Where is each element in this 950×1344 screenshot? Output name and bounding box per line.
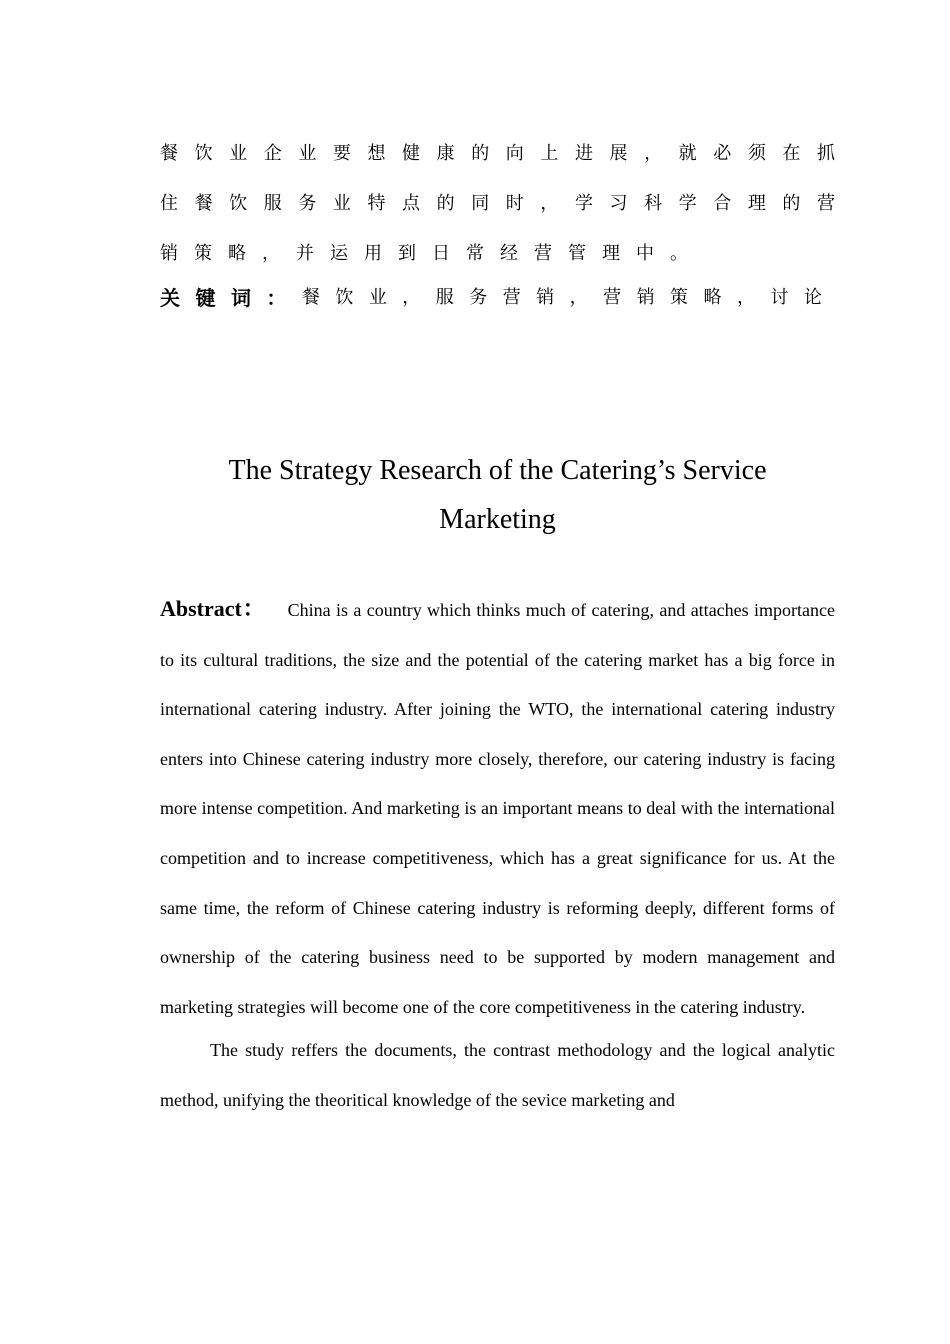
- cn-char: 学: [574, 193, 593, 214]
- cn-char: 餐: [194, 193, 213, 214]
- cn-char: 营: [816, 193, 835, 214]
- cn-char: 合: [713, 193, 732, 214]
- cn-char: 就: [678, 143, 697, 164]
- cn-char: 销: [160, 243, 178, 264]
- keyword-char: 营: [603, 287, 622, 308]
- keyword-char: 讨: [770, 287, 789, 308]
- cn-char: 同: [471, 193, 490, 214]
- keyword-char: 餐: [301, 287, 320, 308]
- keyword-char: 服: [435, 287, 454, 308]
- cn-char: 到: [398, 243, 416, 264]
- cn-char: 业: [332, 193, 351, 214]
- keyword-char: 业: [368, 287, 387, 308]
- keywords-label-char: ：: [266, 286, 287, 310]
- cn-char: 点: [402, 193, 421, 214]
- cn-char: 理: [747, 193, 766, 214]
- english-title-line-1: The Strategy Research of the Catering’s Service: [228, 455, 767, 486]
- cn-char: 的: [436, 193, 455, 214]
- cn-char: 运: [330, 243, 348, 264]
- cn-abstract-line-2: [160, 188, 835, 238]
- abstract-paragraph-2: The study reffers the documents, the contrast methodology and the logical analytic method, unifying the theoritical knowledge of the sevice marketing and: [160, 1040, 835, 1110]
- cn-char: 理: [602, 243, 620, 264]
- cn-char: 。: [670, 243, 688, 264]
- cn-char: 想: [367, 143, 386, 164]
- abstract-label: Abstract：: [160, 596, 266, 621]
- cn-abstract-line-1: [160, 138, 835, 188]
- cn-char: 业: [298, 143, 317, 164]
- keywords-label-char: 键: [195, 286, 216, 310]
- cn-char: 抓: [816, 143, 835, 164]
- cn-char: 学: [678, 193, 697, 214]
- cn-char: 略: [228, 243, 246, 264]
- keywords-label-char: 词: [230, 286, 251, 310]
- cn-keywords-line: [160, 282, 822, 322]
- cn-char: 时: [505, 193, 524, 214]
- cn-char: 展: [609, 143, 628, 164]
- cn-char: 康: [436, 143, 455, 164]
- cn-char: 科: [644, 193, 663, 214]
- cn-char: 企: [263, 143, 282, 164]
- cn-char: 在: [782, 143, 801, 164]
- document-page: [160, 138, 835, 1126]
- cn-char: 用: [364, 243, 382, 264]
- keyword-char: 策: [670, 287, 689, 308]
- keyword-char: ，: [402, 287, 421, 308]
- keywords-label-char: 关: [160, 286, 180, 310]
- cn-char: 习: [609, 193, 628, 214]
- cn-char: 管: [568, 243, 586, 264]
- cn-char: 特: [367, 193, 386, 214]
- keyword-char: 营: [502, 287, 521, 308]
- english-abstract: [160, 584, 835, 1032]
- cn-char: 进: [574, 143, 593, 164]
- keyword-char: ，: [569, 287, 588, 308]
- abstract-paragraph-1: China is a country which thinks much of catering, and attaches importance to its cultural traditions, the size and the potential of the catering market has a big force in international catering industry. After joining the WTO, the international catering industry enters into Chinese catering industry more closely, therefore, our catering industry is facing more intense competition. And marketing is an important means to deal with the international competition and to increase competitiveness, which has a great significance for us. At the same time, the reform of Chinese catering industry is reforming deeply, different forms of ownership of the catering business need to be supported by modern management and marketing strategies will become one of the core competitiveness in the catering industry.: [160, 600, 835, 1017]
- cn-char: 餐: [160, 143, 178, 164]
- cn-char: 向: [505, 143, 524, 164]
- cn-char: 须: [747, 143, 766, 164]
- keyword-char: ，: [736, 287, 755, 308]
- keyword-char: 略: [703, 287, 722, 308]
- cn-char: 服: [263, 193, 282, 214]
- cn-char: 饮: [229, 193, 248, 214]
- cn-char: ，: [540, 193, 559, 214]
- keyword-char: 销: [636, 287, 655, 308]
- keyword-char: 销: [536, 287, 555, 308]
- cn-char: 要: [332, 143, 351, 164]
- cn-char: 常: [466, 243, 484, 264]
- cn-char: 必: [713, 143, 732, 164]
- cn-char: 营: [534, 243, 552, 264]
- cn-char: 务: [298, 193, 317, 214]
- cn-char: 的: [782, 193, 801, 214]
- cn-char: 上: [540, 143, 559, 164]
- cn-char: 饮: [194, 143, 213, 164]
- english-title-line-2: Marketing: [439, 504, 556, 535]
- cn-char: 经: [500, 243, 518, 264]
- cn-char: 日: [432, 243, 450, 264]
- cn-char: 并: [296, 243, 314, 264]
- english-title: [160, 446, 835, 544]
- cn-char: 策: [194, 243, 212, 264]
- cn-char: ，: [262, 243, 280, 264]
- cn-char: 住: [160, 193, 178, 214]
- cn-char: 业: [229, 143, 248, 164]
- keyword-char: 饮: [335, 287, 354, 308]
- cn-abstract-line-3: [160, 238, 835, 288]
- cn-char: 健: [402, 143, 421, 164]
- cn-char: 中: [636, 243, 654, 264]
- keyword-char: 论: [803, 287, 822, 308]
- keyword-char: 务: [469, 287, 488, 308]
- cn-char: ，: [644, 143, 663, 164]
- cn-char: 的: [471, 143, 490, 164]
